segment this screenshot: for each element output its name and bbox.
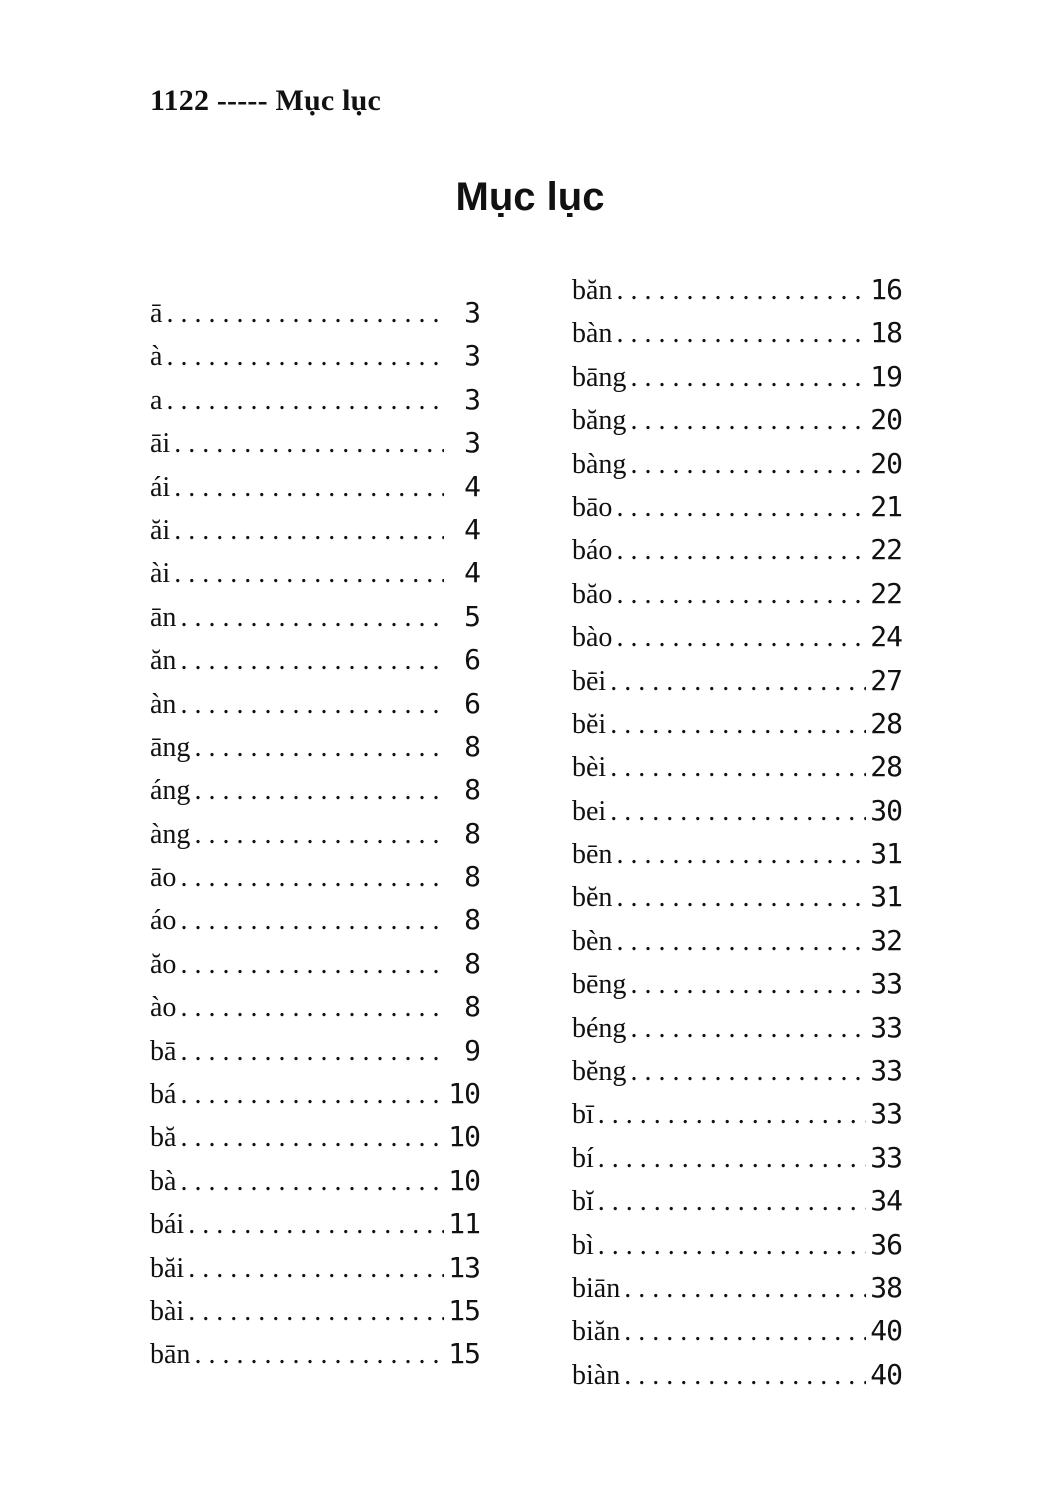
toc-entry[interactable]	[572, 1184, 902, 1227]
toc-entry-term: bàng	[572, 448, 627, 480]
toc-entry[interactable]	[150, 1294, 480, 1337]
toc-entry-term: ăi	[150, 514, 171, 546]
dot-leader	[624, 1273, 866, 1305]
toc-entry[interactable]	[572, 490, 902, 533]
toc-entry[interactable]	[572, 620, 902, 663]
dot-leader	[174, 515, 444, 547]
page-title: Mục lục	[455, 175, 605, 219]
toc-entry-page-number: 8	[464, 946, 480, 980]
toc-entry-page-number: 31	[870, 837, 902, 871]
toc-entry-term: băo	[572, 578, 613, 610]
toc-entry[interactable]	[572, 403, 902, 446]
toc-entry[interactable]	[572, 750, 902, 793]
dot-leader	[598, 1099, 866, 1131]
toc-entry-page-number: 10	[448, 1163, 480, 1197]
dot-leader	[624, 1360, 866, 1392]
toc-entry-page-number: 5	[464, 599, 480, 633]
dot-leader	[180, 905, 444, 937]
toc-entry-page-number: 8	[464, 860, 480, 894]
toc-entry[interactable]	[150, 687, 480, 730]
toc-entry[interactable]	[150, 339, 480, 382]
toc-entry-term: āng	[150, 731, 191, 763]
toc-entry[interactable]	[150, 990, 480, 1033]
toc-entry-term: ái	[150, 471, 171, 503]
toc-entry[interactable]	[572, 533, 902, 576]
toc-entry-term: ào	[150, 992, 177, 1024]
toc-entry-page-number: 33	[870, 1140, 902, 1174]
dot-leader	[180, 1036, 444, 1068]
toc-entry[interactable]	[572, 664, 902, 707]
toc-entry[interactable]	[572, 1141, 902, 1184]
toc-entry-page-number: 4	[464, 469, 480, 503]
dot-leader	[630, 362, 866, 394]
toc-entry[interactable]	[572, 1358, 902, 1401]
toc-entry-term: bă	[150, 1122, 177, 1154]
toc-entry-term: bĕi	[572, 708, 607, 740]
toc-entry-term: biăn	[572, 1316, 621, 1348]
toc-entry[interactable]	[150, 1164, 480, 1207]
toc-entry-page-number: 28	[870, 706, 902, 740]
toc-entry[interactable]	[150, 556, 480, 599]
toc-entry[interactable]	[150, 730, 480, 773]
toc-entry-term: āi	[150, 428, 171, 460]
toc-entry[interactable]	[572, 794, 902, 837]
dot-leader	[174, 428, 444, 460]
toc-entry[interactable]	[572, 316, 902, 359]
dot-leader	[174, 472, 444, 504]
toc-entry-page-number: 36	[870, 1227, 902, 1261]
toc-entry-page-number: 3	[464, 426, 480, 460]
toc-entry[interactable]	[572, 924, 902, 967]
toc-entry-page-number: 22	[870, 533, 902, 567]
toc-entry-page-number: 3	[464, 382, 480, 416]
toc-entry-page-number: 6	[464, 643, 480, 677]
toc-entry[interactable]	[572, 880, 902, 923]
toc-entry-page-number: 33	[870, 1054, 902, 1088]
toc-entry[interactable]	[150, 860, 480, 903]
toc-entry-term: bì	[572, 1229, 594, 1261]
toc-column-right	[572, 273, 902, 1401]
toc-entry[interactable]	[572, 1054, 902, 1097]
dot-leader	[188, 1209, 444, 1241]
toc-entry[interactable]	[150, 513, 480, 556]
toc-entry[interactable]	[572, 837, 902, 880]
dot-leader	[610, 666, 866, 698]
dot-leader	[180, 1122, 444, 1154]
toc-entry-page-number: 4	[464, 556, 480, 590]
toc-entry[interactable]	[150, 296, 480, 339]
toc-entry-page-number: 10	[448, 1120, 480, 1154]
toc-entry[interactable]	[150, 1337, 480, 1380]
toc-entry-page-number: 9	[464, 1033, 480, 1067]
dot-leader	[616, 839, 866, 871]
dot-leader	[194, 1339, 444, 1371]
toc-entry-page-number: 19	[870, 359, 902, 393]
toc-entry-page-number: 10	[448, 1077, 480, 1111]
toc-entry-term: ăn	[150, 645, 177, 677]
toc-entry-term: biān	[572, 1272, 621, 1304]
toc-entry-page-number: 24	[870, 620, 902, 654]
toc-entry-term: băn	[572, 275, 613, 306]
dot-leader	[616, 535, 866, 567]
toc-entry-term: āo	[150, 862, 177, 894]
toc-entry[interactable]	[572, 577, 902, 620]
dot-leader	[180, 1079, 444, 1111]
toc-entry[interactable]	[150, 1034, 480, 1077]
dot-leader	[610, 752, 866, 784]
toc-entry-term: ān	[150, 601, 177, 633]
toc-entry-term: àn	[150, 688, 177, 720]
dot-leader	[616, 275, 866, 307]
toc-entry[interactable]	[150, 426, 480, 469]
toc-entry-page-number: 31	[870, 880, 902, 914]
dot-leader	[180, 862, 444, 894]
toc-entry-term: biàn	[572, 1359, 621, 1391]
toc-entry-term: à	[150, 341, 163, 373]
dot-leader	[598, 1143, 866, 1175]
toc-entry-page-number: 21	[870, 489, 902, 523]
dot-leader	[616, 579, 866, 611]
toc-entry[interactable]	[150, 1251, 480, 1294]
toc-entry-term: bài	[150, 1295, 185, 1327]
toc-entry-page-number: 8	[464, 903, 480, 937]
toc-entry[interactable]	[150, 1120, 480, 1163]
toc-entry-term: bāo	[572, 491, 613, 523]
toc-entry[interactable]	[572, 1011, 902, 1054]
toc-entry-term: bei	[572, 795, 607, 827]
dot-leader	[180, 602, 444, 634]
toc-entry-term: áng	[150, 775, 191, 807]
toc-entry[interactable]	[572, 707, 902, 750]
dot-leader	[616, 882, 866, 914]
toc-entry-page-number: 34	[870, 1184, 902, 1218]
toc-entry-term: bèn	[572, 925, 613, 957]
toc-entry-term: ăo	[150, 948, 177, 980]
toc-entry-page-number: 8	[464, 990, 480, 1024]
toc-entry-term: béng	[572, 1012, 627, 1044]
toc-entry[interactable]	[572, 447, 902, 490]
toc-entry-page-number: 3	[464, 296, 480, 329]
toc-entry-term: bēn	[572, 839, 613, 871]
toc-entry-term: àng	[150, 818, 191, 850]
dot-leader	[180, 645, 444, 677]
toc-entry[interactable]	[572, 360, 902, 403]
toc-entry-term: bēng	[572, 969, 627, 1001]
toc-entry-term: bà	[150, 1165, 177, 1197]
dot-leader	[630, 1013, 866, 1045]
toc-entry-term: bĕng	[572, 1056, 627, 1088]
toc-entry-term: báo	[572, 535, 613, 567]
toc-entry-term: bá	[150, 1079, 177, 1111]
toc-entry-term: bái	[150, 1209, 185, 1241]
dot-leader	[610, 796, 866, 828]
toc-entry-term: bēi	[572, 665, 607, 697]
toc-entry[interactable]	[572, 967, 902, 1010]
dot-leader	[194, 775, 444, 807]
toc-entry-page-number: 40	[870, 1357, 902, 1391]
toc-entry-page-number: 8	[464, 773, 480, 807]
toc-entry[interactable]	[150, 643, 480, 686]
toc-entry[interactable]	[572, 1271, 902, 1314]
toc-entry-page-number: 4	[464, 512, 480, 546]
toc-entry-term: bĕn	[572, 882, 613, 914]
toc-entry[interactable]	[572, 1314, 902, 1357]
dot-leader	[188, 1253, 444, 1285]
toc-entry-term: bào	[572, 622, 613, 654]
toc-entry-page-number: 8	[464, 729, 480, 763]
dot-leader	[616, 318, 866, 350]
dot-leader	[180, 992, 444, 1024]
toc-entry-page-number: 6	[464, 686, 480, 720]
dot-leader	[630, 1056, 866, 1088]
dot-leader	[598, 1186, 866, 1218]
toc-entry[interactable]	[572, 1097, 902, 1140]
running-head: 1122 ----- Mục lục	[150, 84, 382, 117]
toc-entry-page-number: 33	[870, 1010, 902, 1044]
dot-leader	[174, 558, 444, 590]
toc-entry[interactable]	[150, 773, 480, 816]
dot-leader	[624, 1316, 866, 1348]
dot-leader	[166, 341, 444, 373]
toc-entry-page-number: 40	[870, 1314, 902, 1348]
toc-entry-page-number: 28	[870, 750, 902, 784]
toc-entry-page-number: 27	[870, 663, 902, 697]
toc-entry-term: bāng	[572, 361, 627, 393]
dot-leader	[630, 969, 866, 1001]
toc-entry-page-number: 11	[448, 1207, 480, 1241]
dot-leader	[180, 1166, 444, 1198]
toc-entry-page-number: 16	[870, 273, 902, 306]
toc-entry[interactable]	[150, 383, 480, 426]
toc-entry[interactable]	[150, 600, 480, 643]
dot-leader	[180, 949, 444, 981]
dot-leader	[188, 1296, 444, 1328]
toc-entry-page-number: 32	[870, 923, 902, 957]
dot-leader	[616, 926, 866, 958]
toc-entry-term: bí	[572, 1142, 594, 1174]
toc-entry[interactable]	[150, 947, 480, 990]
toc-entry-page-number: 8	[464, 816, 480, 850]
dot-leader	[610, 709, 866, 741]
toc-entry-page-number: 38	[870, 1270, 902, 1304]
toc-entry[interactable]	[150, 470, 480, 513]
toc-entry-term: bān	[150, 1339, 191, 1371]
toc-entry[interactable]	[572, 1228, 902, 1271]
toc-entry[interactable]	[150, 1207, 480, 1250]
toc-entry-term: bàn	[572, 318, 613, 350]
toc-entry-term: bĭ	[572, 1186, 594, 1218]
toc-entry[interactable]	[150, 903, 480, 946]
toc-entry[interactable]	[572, 273, 902, 316]
toc-entry-page-number: 13	[448, 1250, 480, 1284]
toc-entry[interactable]	[150, 1077, 480, 1120]
dot-leader	[630, 405, 866, 437]
dot-leader	[166, 298, 444, 330]
toc-column-left	[150, 296, 480, 1381]
toc-entry-term: ài	[150, 558, 171, 590]
toc-entry-term: băi	[150, 1252, 185, 1284]
dot-leader	[194, 732, 444, 764]
toc-entry-term: áo	[150, 905, 177, 937]
toc-entry-page-number: 15	[448, 1293, 480, 1327]
toc-entry-page-number: 18	[870, 316, 902, 350]
toc-entry-term: bā	[150, 1035, 177, 1067]
toc-entry-term: a	[150, 384, 163, 416]
toc-entry-page-number: 33	[870, 967, 902, 1001]
dot-leader	[616, 492, 866, 524]
toc-entry-term: băng	[572, 405, 627, 437]
dot-leader	[180, 689, 444, 721]
toc-entry-page-number: 3	[464, 339, 480, 373]
toc-entry-term: bī	[572, 1099, 594, 1131]
dot-leader	[194, 819, 444, 851]
toc-entry-term: bèi	[572, 752, 607, 784]
dot-leader	[598, 1230, 866, 1262]
toc-entry-term: ā	[150, 298, 163, 329]
dot-leader	[630, 449, 866, 481]
toc-entry-page-number: 30	[870, 793, 902, 827]
toc-entry-page-number: 20	[870, 403, 902, 437]
toc-entry-page-number: 33	[870, 1097, 902, 1131]
dot-leader	[616, 622, 866, 654]
dot-leader	[166, 385, 444, 417]
toc-entry-page-number: 22	[870, 576, 902, 610]
toc-entry-page-number: 15	[448, 1337, 480, 1371]
toc-entry[interactable]	[150, 817, 480, 860]
toc-entry-page-number: 20	[870, 446, 902, 480]
